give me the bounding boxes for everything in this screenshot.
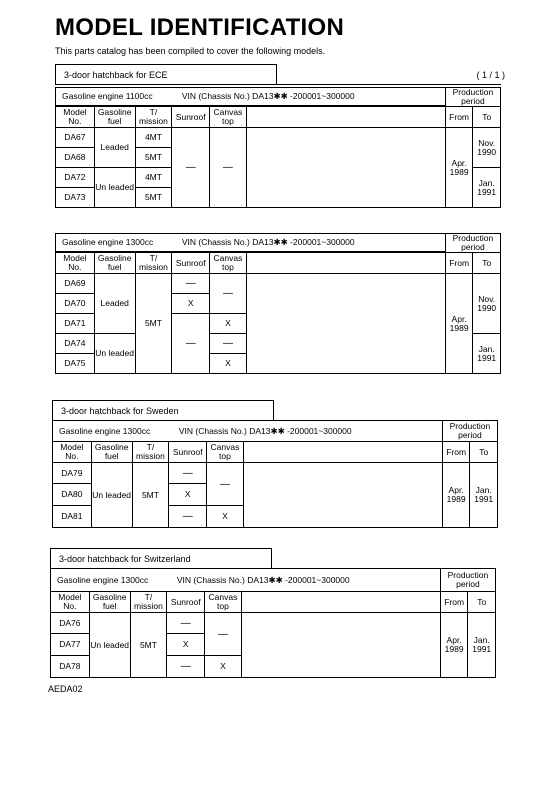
vin-label: VIN (Chassis No.) DA13✱✱ -200001~300000 [167, 569, 441, 592]
fuel-cell: Leaded [94, 274, 135, 334]
header-to: To [473, 253, 501, 274]
region-tab-ece [55, 64, 277, 84]
header-sunroof: Sunroof [172, 107, 210, 128]
engine-label: Gasoline engine 1300cc [51, 569, 167, 592]
canvas-cell: X [210, 354, 247, 374]
model-cell: DA69 [56, 274, 95, 294]
model-cell: DA73 [56, 188, 95, 208]
header-mission: T/ mission [135, 253, 172, 274]
model-cell: DA74 [56, 334, 95, 354]
production-header: Production period [442, 421, 497, 442]
header-sunroof: Sunroof [172, 253, 210, 274]
to-cell: Jan. 1991 [468, 613, 496, 678]
production-header: Production period [445, 234, 500, 253]
header-from: From [445, 253, 473, 274]
canvas-cell: X [207, 506, 244, 528]
model-cell: DA72 [56, 168, 95, 188]
header-model: Model No. [53, 442, 92, 463]
sunroof-cell: — [167, 613, 205, 634]
header-canvas: Canvas top [205, 592, 242, 613]
production-header: Production period [440, 569, 495, 592]
spec-table-switzerland [50, 568, 496, 678]
from-cell: Apr. 1989 [445, 128, 473, 208]
region-tab-switzerland [50, 548, 272, 568]
to-cell: Jan. 1991 [473, 168, 501, 208]
model-cell: DA70 [56, 294, 95, 314]
header-to: To [468, 592, 496, 613]
header-from: From [442, 442, 470, 463]
header-from: From [445, 107, 473, 128]
spec-table-ece-1100 [55, 87, 501, 208]
spec-table-ece-1300 [55, 233, 501, 374]
region-box-ece [55, 84, 501, 85]
mission-cell: 5MT [130, 613, 167, 678]
header-canvas: Canvas top [210, 253, 247, 274]
sunroof-cell: — [172, 314, 210, 374]
model-cell: DA80 [53, 484, 92, 506]
header-model: Model No. [56, 107, 95, 128]
canvas-cell: — [210, 128, 247, 208]
header-from: From [440, 592, 468, 613]
model-cell: DA67 [56, 128, 95, 148]
to-cell: Jan. 1991 [473, 334, 501, 374]
header-to: To [473, 107, 501, 128]
fuel-cell: Un leaded [91, 463, 132, 528]
sunroof-cell: X [172, 294, 210, 314]
canvas-cell: X [210, 314, 247, 334]
engine-label: Gasoline engine 1300cc [53, 421, 169, 442]
vin-label: VIN (Chassis No.) DA13✱✱ -200001~300000 [169, 421, 443, 442]
header-fuel: Gasoline fuel [94, 253, 135, 274]
header-fuel: Gasoline fuel [91, 442, 132, 463]
mission-cell: 5MT [135, 274, 172, 374]
header-mission: T/ mission [130, 592, 167, 613]
from-cell: Apr. 1989 [442, 463, 470, 528]
header-mission: T/ mission [135, 107, 172, 128]
spec-table-sweden [52, 420, 498, 528]
sunroof-cell: X [167, 634, 205, 656]
model-cell: DA78 [51, 656, 90, 678]
header-sunroof: Sunroof [169, 442, 207, 463]
to-cell: Nov. 1990 [473, 128, 501, 168]
from-cell: Apr. 1989 [440, 613, 468, 678]
canvas-cell: X [205, 656, 242, 678]
header-model: Model No. [51, 592, 90, 613]
header-canvas: Canvas top [207, 442, 244, 463]
mission-cell: 4MT [135, 128, 172, 148]
engine-label: Gasoline engine 1100cc [56, 88, 172, 106]
from-cell: Apr. 1989 [445, 274, 473, 374]
engine-label: Gasoline engine 1300cc [56, 234, 172, 252]
to-cell: Jan. 1991 [470, 463, 498, 528]
fuel-cell: Leaded [94, 128, 135, 168]
sunroof-cell: — [169, 506, 207, 528]
mission-cell: 4MT [135, 168, 172, 188]
canvas-cell: — [210, 334, 247, 354]
mission-cell: 5MT [132, 463, 169, 528]
model-cell: DA76 [51, 613, 90, 634]
header-sunroof: Sunroof [167, 592, 205, 613]
model-cell: DA68 [56, 148, 95, 168]
model-cell: DA79 [53, 463, 92, 484]
canvas-cell: — [207, 463, 244, 506]
fuel-cell: Un leaded [89, 613, 130, 678]
region-label: 3-door hatchback for ECE [64, 70, 168, 80]
header-mission: T/ mission [132, 442, 169, 463]
model-cell: DA77 [51, 634, 90, 656]
mission-cell: 5MT [135, 188, 172, 208]
vin-label: VIN (Chassis No.) DA13✱✱ -200001~300000 [172, 234, 446, 252]
page-number: ( 1 / 1 ) [476, 70, 505, 80]
fuel-cell: Un leaded [94, 334, 135, 374]
page-title: MODEL IDENTIFICATION [55, 14, 345, 41]
model-cell: DA71 [56, 314, 95, 334]
production-header: Production period [445, 88, 500, 107]
header-to: To [470, 442, 498, 463]
mission-cell: 5MT [135, 148, 172, 168]
model-cell: DA81 [53, 506, 92, 528]
canvas-cell: — [205, 613, 242, 656]
sunroof-cell: — [172, 274, 210, 294]
sunroof-cell: — [172, 128, 210, 208]
region-label: 3-door hatchback for Sweden [61, 406, 179, 416]
vin-label: VIN (Chassis No.) DA13✱✱ -200001~300000 [172, 88, 446, 106]
canvas-cell: — [210, 274, 247, 314]
sunroof-cell: X [169, 484, 207, 506]
header-canvas: Canvas top [210, 107, 247, 128]
model-cell: DA75 [56, 354, 95, 374]
sunroof-cell: — [169, 463, 207, 484]
header-fuel: Gasoline fuel [89, 592, 130, 613]
region-label: 3-door hatchback for Switzerland [59, 554, 191, 564]
region-tab-sweden [52, 400, 274, 420]
sunroof-cell: — [167, 656, 205, 678]
header-model: Model No. [56, 253, 95, 274]
fuel-cell: Un leaded [94, 168, 135, 208]
to-cell: Nov. 1990 [473, 274, 501, 334]
footer-code: AEDA02 [48, 684, 83, 694]
intro-text: This parts catalog has been compiled to cover the following models. [55, 46, 326, 56]
header-fuel: Gasoline fuel [94, 107, 135, 128]
